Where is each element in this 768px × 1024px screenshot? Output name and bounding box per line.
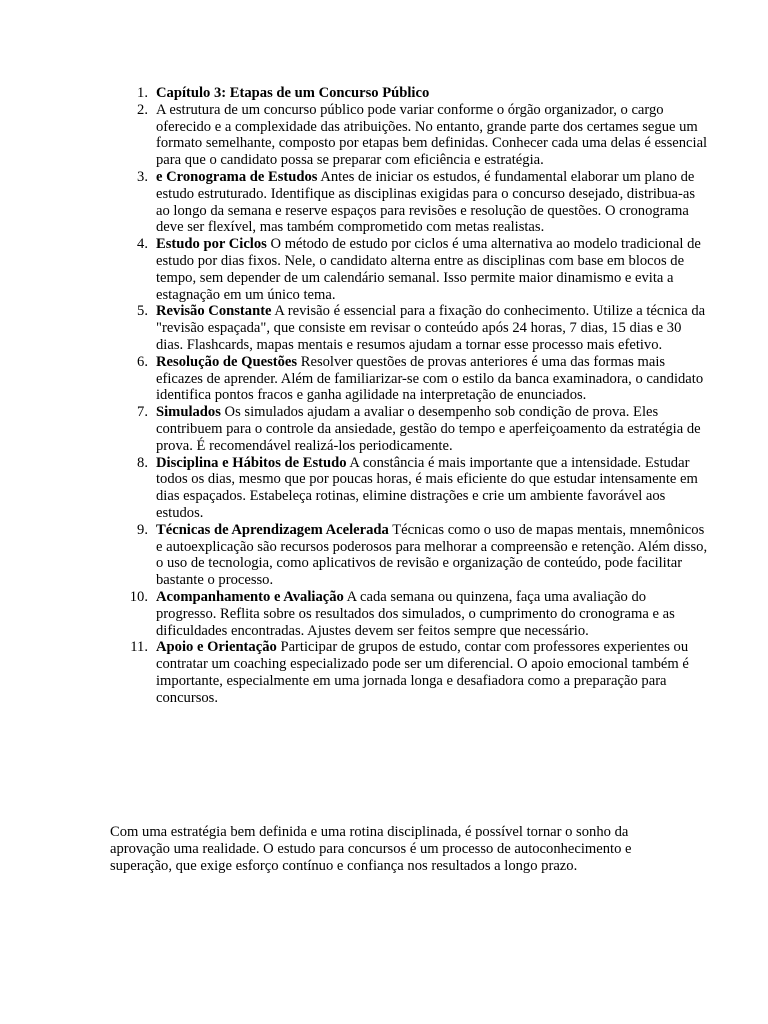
- item-title: Capítulo 3: Etapas de um Concurso Público: [156, 85, 430, 101]
- item-title: Revisão Constante: [156, 303, 272, 320]
- item-title: Simulados: [156, 404, 221, 421]
- item-title: Estudo por Ciclos: [156, 236, 267, 253]
- item-text: O método de estudo por ciclos é uma alternativa ao modelo tradicional de estudo por dias fixos. Nele, o candidato alterna entre as disciplinas com base em blocos de tempo, sem depender de um calendário semanal. Isso permite maior dinamismo e evita a estagnação em um único tema.: [156, 236, 701, 303]
- numbered-list: [110, 85, 708, 706]
- item-title: Apoio e Orientação: [156, 639, 277, 656]
- item-text: Os simulados ajudam a avaliar o desempenho sob condição de prova. Eles contribuem para o controle da ansiedade, gestão do tempo e aperfeiçoamento da estratégia de prova. É recomendável realizá-los periodicamente.: [156, 404, 701, 454]
- item-text: Resolver questões de provas anteriores é uma das formas mais eficazes de aprender. Além de familiarizar-se com o estilo da banca examinadora, o candidato identifica pontos fracos e ganha agilidade na interpretação de enunciados.: [156, 353, 704, 404]
- item-text: A constância é mais importante que a intensidade. Estudar todos os dias, mesmo que por poucas horas, é mais eficiente do que estudar intensamente em dias espaçados. Estabeleça rotinas, elimine distrações e crie um ambiente favorável aos estudos.: [156, 454, 698, 521]
- list-item: [156, 85, 708, 102]
- item-title: Acompanhamento e Avaliação: [156, 588, 344, 605]
- item-title: Resolução de Questões: [156, 353, 298, 370]
- item-title: Disciplina e Hábitos de Estudo: [156, 454, 347, 471]
- item-text: Antes de iniciar os estudos, é fundamental elaborar um plano de estudo estruturado. Identifique as disciplinas exigidas para o concurso desejado, distribua-as ao longo da semana e reserve espaços para revisões e resolução de questões. O cronograma deve ser flexível, mas também comprometido com metas realistas.: [156, 168, 696, 236]
- item-text: A cada semana ou quinzena, faça uma avaliação do progresso. Reflita sobre os resultados dos simulados, o cumprimento do cronograma e as dificuldades encontradas. Ajustes devem ser feitos sempre que necessário.: [156, 588, 675, 639]
- closing-paragraph: Com uma estratégia bem definida e uma rotina disciplinada, é possível tornar o sonho da aprovação uma realidade. O estudo para concursos é um processo de autoconhecimento e superação, que exige esforço contínuo e confiança nos resultados a longo prazo.: [110, 824, 632, 874]
- list-item: [156, 455, 708, 522]
- list-item: [156, 639, 708, 706]
- list-item: [156, 404, 708, 454]
- list-item: [156, 354, 708, 404]
- item-title: Técnicas de Aprendizagem Acelerada: [156, 521, 389, 538]
- item-text: Participar de grupos de estudo, contar com professores experientes ou contratar um coaching especializado pode ser um diferencial. O apoio emocional também é importante, especialmente em uma jornada longa e desafiadora como a preparação para concursos.: [156, 639, 689, 706]
- list-item: [156, 522, 708, 589]
- list-item: [156, 169, 708, 236]
- item-text: A revisão é essencial para a fixação do conhecimento. Utilize a técnica da "revisão espaçada", que consiste em revisar o conteúdo após 24 horas, 7 dias, 15 dias e 30 dias. Flashcards, mapas mentais e resumos ajudam a tornar esse processo mais efetivo.: [156, 303, 706, 353]
- item-text: A estrutura de um concurso público pode variar conforme o órgão organizador, o cargo oferecido e a complexidade das atribuições. No entanto, grande parte dos certames segue um formato semelhante, composto por etapas bem definidas. Conhecer cada uma delas é essencial para que o candidato possa se preparar com eficiência e estratégia.: [156, 101, 708, 169]
- list-item: [156, 589, 708, 639]
- item-title: e Cronograma de Estudos: [156, 168, 318, 185]
- list-item: [156, 102, 708, 169]
- item-text: Técnicas como o uso de mapas mentais, mnemônicos e autoexplicação são recursos poderosos para melhorar a compreensão e retenção. Além disso, o uso de tecnologia, como aplicativos de revisão e organização de conteúdo, pode facilitar bastante o processo.: [156, 521, 708, 589]
- list-item: [156, 236, 708, 303]
- list-item: [156, 303, 708, 353]
